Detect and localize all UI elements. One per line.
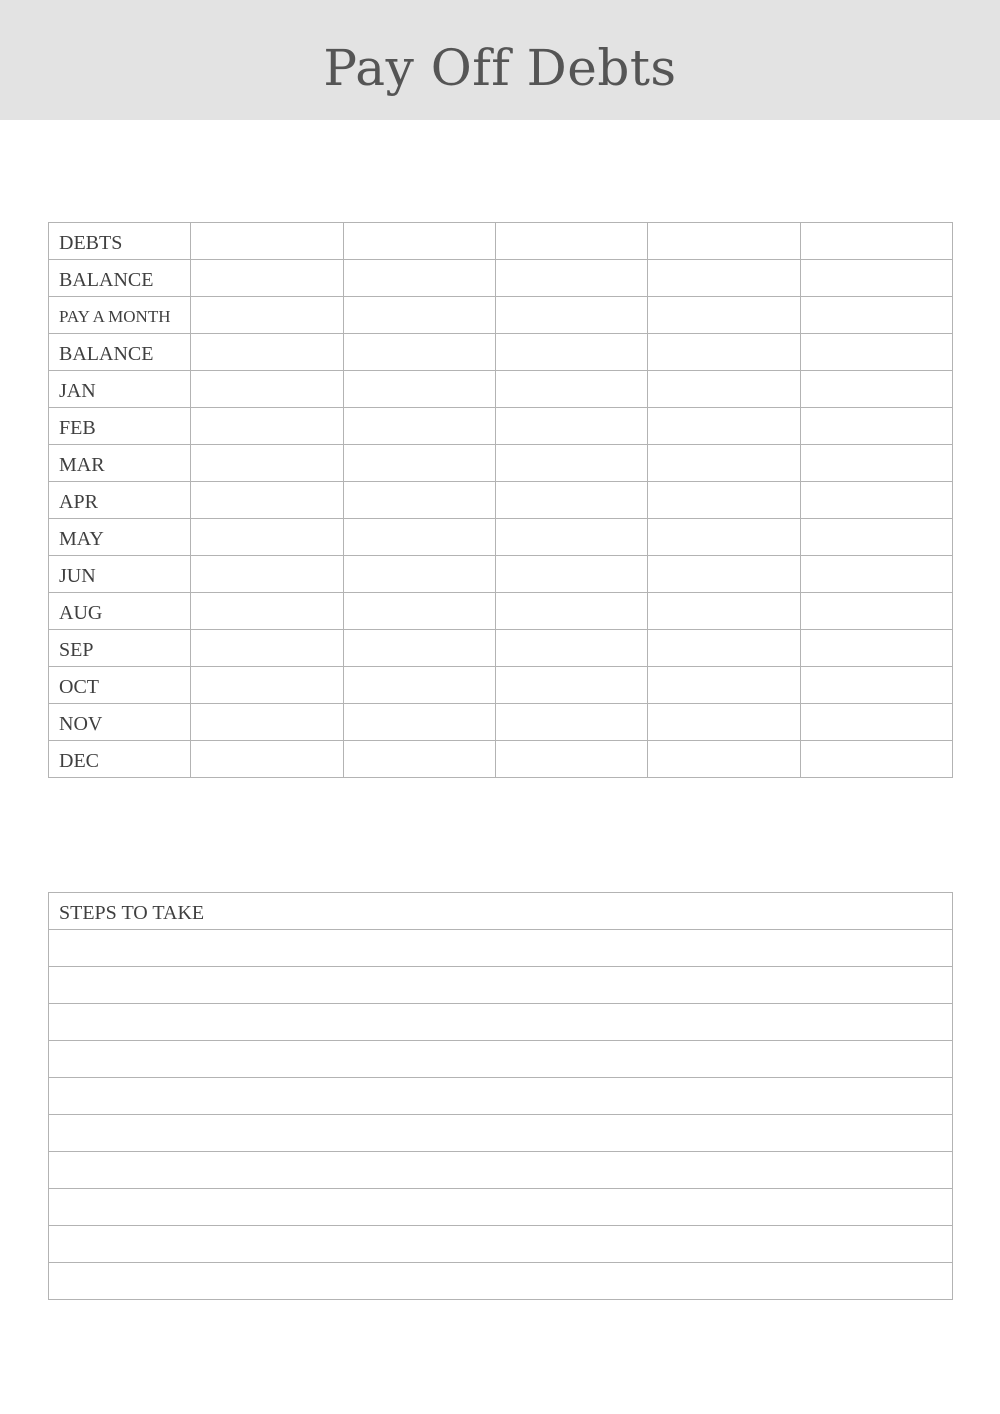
debt-entry-cell[interactable] (648, 704, 800, 741)
debt-entry-cell[interactable] (800, 556, 952, 593)
steps-header-row (49, 893, 953, 930)
debt-entry-cell[interactable] (191, 482, 343, 519)
debt-entry-cell[interactable] (191, 519, 343, 556)
debt-entry-cell[interactable] (343, 371, 495, 408)
row-label: FEB (49, 408, 191, 445)
debt-entry-cell[interactable] (648, 297, 800, 334)
debt-table-row (49, 593, 953, 630)
debt-table-row (49, 334, 953, 371)
debt-table-row (49, 371, 953, 408)
debt-entry-cell[interactable] (495, 408, 647, 445)
debt-entry-cell[interactable] (191, 741, 343, 778)
steps-row (49, 1189, 953, 1226)
debt-entry-cell[interactable] (648, 741, 800, 778)
debt-entry-cell[interactable] (191, 408, 343, 445)
debt-entry-cell[interactable] (495, 482, 647, 519)
step-entry-cell[interactable] (49, 1041, 953, 1078)
debt-entry-cell[interactable] (800, 482, 952, 519)
debt-entry-cell[interactable] (495, 334, 647, 371)
debt-table-row (49, 445, 953, 482)
debt-table (48, 222, 953, 778)
row-label: MAR (49, 445, 191, 482)
debt-entry-cell[interactable] (343, 297, 495, 334)
debt-entry-cell[interactable] (343, 667, 495, 704)
row-label: SEP (49, 630, 191, 667)
steps-row (49, 1078, 953, 1115)
debt-table-row (49, 482, 953, 519)
debt-entry-cell[interactable] (495, 593, 647, 630)
debt-entry-cell[interactable] (343, 334, 495, 371)
debt-entry-cell[interactable] (191, 593, 343, 630)
debt-entry-cell[interactable] (495, 556, 647, 593)
row-label: NOV (49, 704, 191, 741)
debt-entry-cell[interactable] (191, 260, 343, 297)
debt-table-row (49, 519, 953, 556)
debt-entry-cell[interactable] (800, 593, 952, 630)
step-entry-cell[interactable] (49, 1115, 953, 1152)
debt-entry-cell[interactable] (648, 556, 800, 593)
debt-entry-cell[interactable] (343, 741, 495, 778)
page-title: Pay Off Debts (323, 39, 677, 97)
debt-entry-cell[interactable] (495, 445, 647, 482)
debt-entry-cell[interactable] (343, 593, 495, 630)
debt-entry-cell[interactable] (495, 741, 647, 778)
debt-entry-cell[interactable] (648, 482, 800, 519)
debt-entry-cell[interactable] (495, 704, 647, 741)
debt-entry-cell[interactable] (800, 223, 952, 260)
debt-entry-cell[interactable] (800, 371, 952, 408)
debt-entry-cell[interactable] (648, 334, 800, 371)
debt-table-row (49, 741, 953, 778)
debt-entry-cell[interactable] (191, 630, 343, 667)
debt-entry-cell[interactable] (800, 408, 952, 445)
row-label: PAY A MONTH (49, 297, 191, 334)
row-label: JUN (49, 556, 191, 593)
debt-entry-cell[interactable] (800, 704, 952, 741)
debt-entry-cell[interactable] (800, 519, 952, 556)
debt-entry-cell[interactable] (800, 297, 952, 334)
steps-row (49, 1041, 953, 1078)
debt-entry-cell[interactable] (495, 667, 647, 704)
steps-row (49, 1263, 953, 1300)
debt-entry-cell[interactable] (648, 593, 800, 630)
row-label: MAY (49, 519, 191, 556)
debt-entry-cell[interactable] (495, 630, 647, 667)
debt-entry-cell[interactable] (343, 519, 495, 556)
steps-row (49, 1115, 953, 1152)
debt-entry-cell[interactable] (648, 223, 800, 260)
debt-entry-cell[interactable] (495, 519, 647, 556)
row-label: OCT (49, 667, 191, 704)
row-label: BALANCE (49, 260, 191, 297)
debt-entry-cell[interactable] (648, 630, 800, 667)
debt-entry-cell[interactable] (343, 704, 495, 741)
debt-table-row (49, 260, 953, 297)
debt-entry-cell[interactable] (191, 334, 343, 371)
row-label: JAN (49, 371, 191, 408)
step-entry-cell[interactable] (49, 1004, 953, 1041)
debt-entry-cell[interactable] (495, 223, 647, 260)
debt-entry-cell[interactable] (343, 482, 495, 519)
step-entry-cell[interactable] (49, 1078, 953, 1115)
debt-table-row (49, 667, 953, 704)
debt-entry-cell[interactable] (495, 260, 647, 297)
step-entry-cell[interactable] (49, 930, 953, 967)
debt-entry-cell[interactable] (191, 704, 343, 741)
debt-entry-cell[interactable] (343, 223, 495, 260)
debt-entry-cell[interactable] (343, 556, 495, 593)
debt-entry-cell[interactable] (800, 741, 952, 778)
debt-entry-cell[interactable] (800, 334, 952, 371)
debt-entry-cell[interactable] (648, 260, 800, 297)
debt-table-row (49, 408, 953, 445)
steps-row (49, 930, 953, 967)
debt-entry-cell[interactable] (800, 260, 952, 297)
debt-entry-cell[interactable] (648, 519, 800, 556)
steps-header: STEPS TO TAKE (49, 893, 953, 930)
steps-row (49, 1004, 953, 1041)
debt-entry-cell[interactable] (648, 445, 800, 482)
steps-row (49, 1152, 953, 1189)
debt-table-row (49, 704, 953, 741)
debt-entry-cell[interactable] (495, 371, 647, 408)
row-label: DEC (49, 741, 191, 778)
debt-entry-cell[interactable] (191, 371, 343, 408)
row-label: AUG (49, 593, 191, 630)
step-entry-cell[interactable] (49, 1189, 953, 1226)
debt-entry-cell[interactable] (800, 445, 952, 482)
steps-row (49, 1226, 953, 1263)
debt-entry-cell[interactable] (343, 260, 495, 297)
debt-entry-cell[interactable] (191, 445, 343, 482)
debt-entry-cell[interactable] (191, 223, 343, 260)
row-label: DEBTS (49, 223, 191, 260)
row-label: BALANCE (49, 334, 191, 371)
debt-entry-cell[interactable] (648, 667, 800, 704)
steps-row (49, 967, 953, 1004)
step-entry-cell[interactable] (49, 1263, 953, 1300)
debt-entry-cell[interactable] (343, 630, 495, 667)
debt-entry-cell[interactable] (800, 667, 952, 704)
debt-entry-cell[interactable] (191, 297, 343, 334)
step-entry-cell[interactable] (49, 1226, 953, 1263)
debt-entry-cell[interactable] (648, 408, 800, 445)
debt-entry-cell[interactable] (191, 556, 343, 593)
debt-entry-cell[interactable] (343, 445, 495, 482)
debt-table-row (49, 556, 953, 593)
debt-table-row (49, 297, 953, 334)
step-entry-cell[interactable] (49, 967, 953, 1004)
debt-entry-cell[interactable] (495, 297, 647, 334)
debt-table-row (49, 223, 953, 260)
debt-entry-cell[interactable] (343, 408, 495, 445)
steps-table (48, 892, 953, 1300)
row-label: APR (49, 482, 191, 519)
debt-entry-cell[interactable] (800, 630, 952, 667)
step-entry-cell[interactable] (49, 1152, 953, 1189)
debt-entry-cell[interactable] (191, 667, 343, 704)
debt-table-row (49, 630, 953, 667)
debt-entry-cell[interactable] (648, 371, 800, 408)
